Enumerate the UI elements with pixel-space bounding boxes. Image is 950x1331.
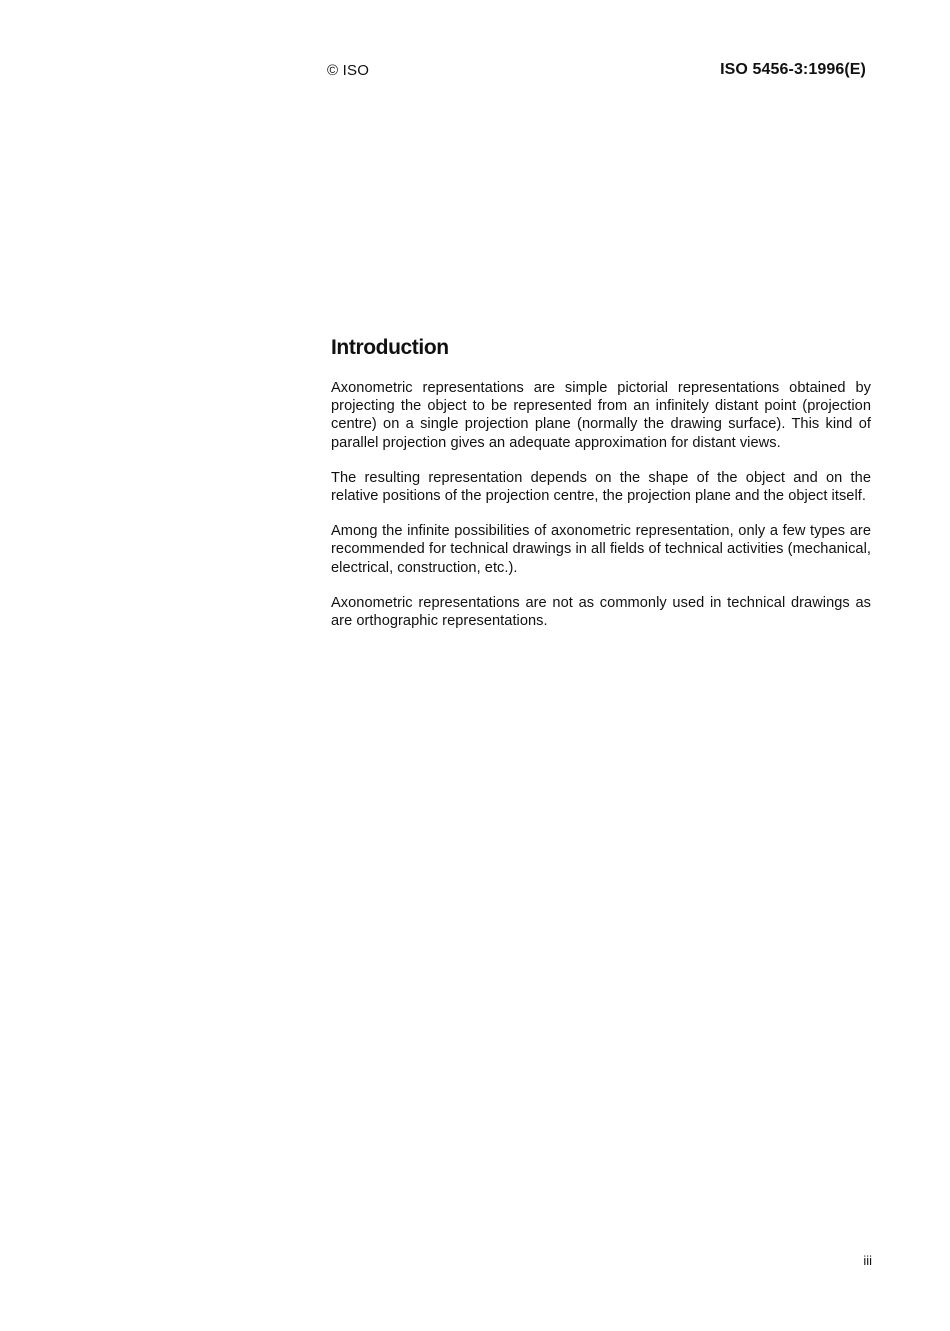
section-title: Introduction [331,336,449,359]
paragraph-2: The resulting representation depends on the shape of the object and on the relative positions of the projection centre, the projection plane and the object itself. [331,469,871,505]
page-number: iii [863,1253,872,1268]
section-body [331,379,871,647]
standard-identifier: ISO 5456-3:1996(E) [720,61,866,78]
paragraph-4: Axonometric representations are not as commonly used in technical drawings as are orthographic representations. [331,594,871,630]
paragraph-1: Axonometric representations are simple pictorial representations obtained by projecting the object to be represented from an infinitely distant point (projection centre) on a single projection plane (normally the drawing surface). This kind of parallel projection gives an adequate approximation for distant views. [331,380,871,451]
paragraph-3: Among the infinite possibilities of axonometric representation, only a few types are recommended for technical drawings in all fields of technical activities (mechanical, electrical, construction, etc.). [331,523,871,576]
copyright-notice: © ISO [327,62,370,79]
